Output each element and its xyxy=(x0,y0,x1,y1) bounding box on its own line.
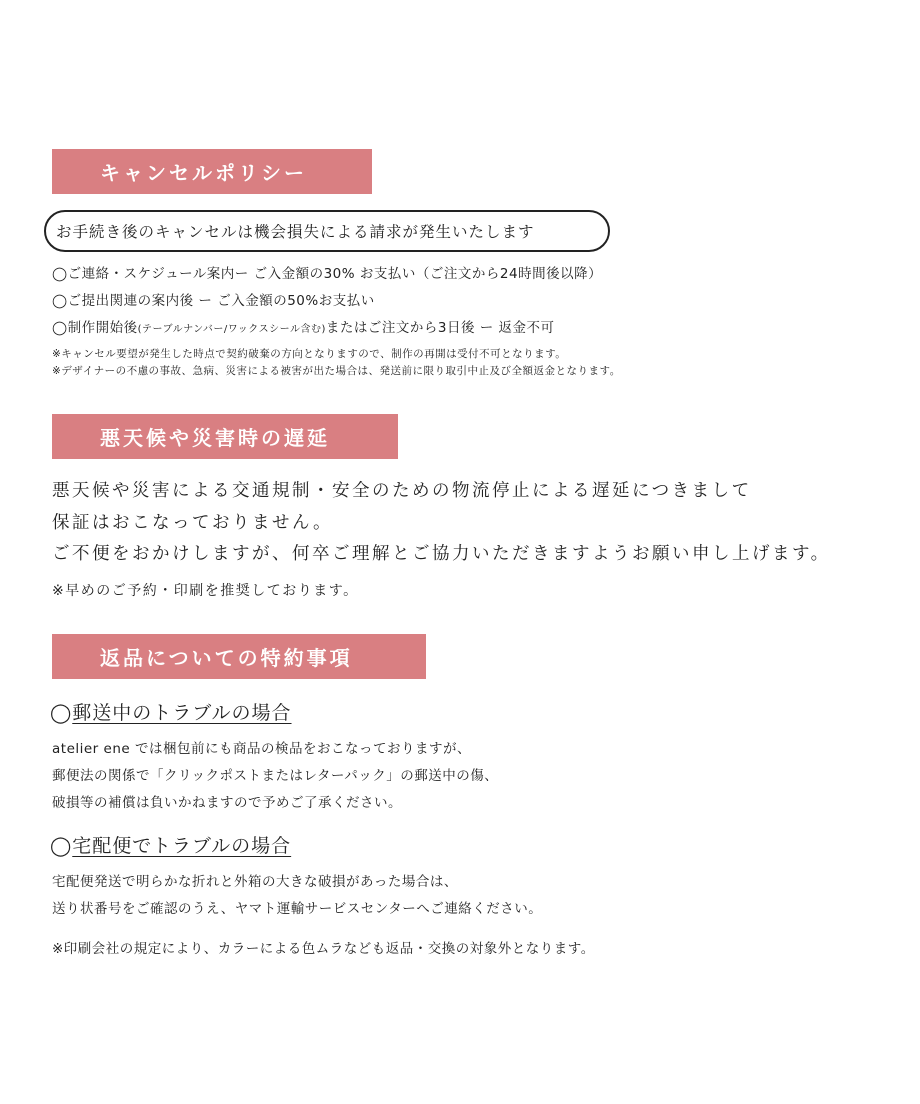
returns-sub1-heading xyxy=(50,698,292,725)
returns-sub1-line-3: 破損等の補償は負いかねますので予めご了承ください。 xyxy=(52,795,402,811)
returns-sub1-line-2: 郵便法の関係で「クリックポストまたはレターパック」の郵送中の傷、 xyxy=(52,768,499,784)
returns-sub1-line-1: atelier ene では梱包前にも商品の検品をおこなっておりますが、 xyxy=(52,741,471,757)
cancel-item-3-note: (テーブルナンバー/ワックスシール含む) xyxy=(137,324,326,335)
returns-sub2-line-2: 送り状番号をご確認のうえ、ヤマト運輸サービスセンターへご連絡ください。 xyxy=(52,901,543,917)
weather-line-1: 悪天候や災害による交通規制・安全のための物流停止による遅延につきまして xyxy=(52,481,752,501)
cancel-item-3 xyxy=(52,316,555,336)
cancel-item-1: ◯ご連絡・スケジュール案内ー ご入金額の30% お支払い（ご注文から24時間後以降） xyxy=(52,266,603,282)
returns-note: ※印刷会社の規定により、カラーによる色ムラなども返品・交換の対象外となります。 xyxy=(52,941,595,957)
returns-sub1-mark: ◯ xyxy=(50,702,73,724)
weather-line-3: ご不便をおかけしますが、何卒ご理解とご協力いただきますようお願い申し上げます。 xyxy=(52,544,831,564)
returns-sub2-line-1: 宅配便発送で明らかな折れと外箱の大きな破損があった場合は、 xyxy=(52,874,458,890)
returns-sub2-heading xyxy=(50,831,291,858)
returns-sub2-title: 宅配便でトラブルの場合 xyxy=(72,835,292,857)
cancel-item-3-main: ◯制作開始後 xyxy=(52,320,138,336)
returns-sub2-mark: ◯ xyxy=(50,835,73,857)
returns-sub1-title: 郵送中のトラブルの場合 xyxy=(72,702,292,724)
cancel-note-2: ※デザイナーの不慮の事故、急病、災害による被害が出た場合は、発送前に限り取引中止及び全額返金となります。 xyxy=(52,365,621,377)
weather-delay-heading: 悪天候や災害時の遅延 xyxy=(52,414,398,459)
cancel-policy-heading: キャンセルポリシー xyxy=(52,149,372,194)
cancel-policy-pill: お手続き後のキャンセルは機会損失による請求が発生いたします xyxy=(44,210,610,252)
cancel-note-1: ※キャンセル要望が発生した時点で契約破棄の方向となりますので、制作の再開は受付不可となります。 xyxy=(52,348,567,360)
returns-heading: 返品についての特約事項 xyxy=(52,634,426,679)
cancel-item-3-tail: またはご注文から3日後 ー 返金不可 xyxy=(325,320,555,336)
weather-line-2: 保証はおこなっておりません。 xyxy=(52,513,334,533)
weather-note: ※早めのご予約・印刷を推奨しております。 xyxy=(52,583,359,599)
cancel-item-2: ◯ご提出関連の案内後 ー ご入金額の50%お支払い xyxy=(52,293,375,309)
